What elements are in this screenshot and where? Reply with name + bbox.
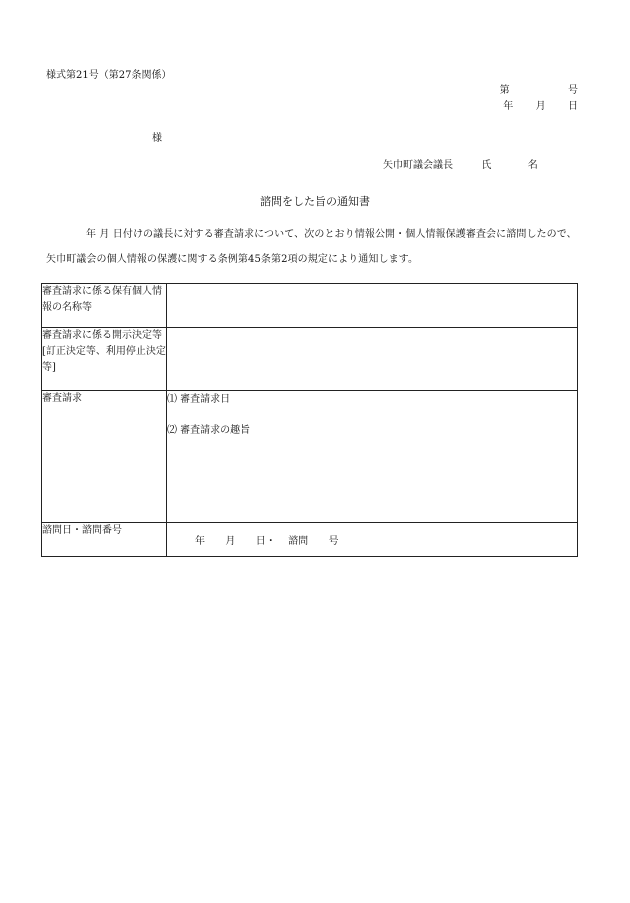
consult-month: 月 bbox=[225, 536, 236, 547]
form-number-label: 様式第21号（第27条関係） bbox=[46, 70, 172, 81]
document-number-line bbox=[500, 81, 578, 96]
document-title: 諮問をした旨の通知書 bbox=[260, 195, 370, 208]
row-label-disclosure-decision: 審査請求に係る開示決定等[訂正決定等、利用停止決定等] bbox=[42, 328, 167, 391]
sender-line bbox=[383, 156, 538, 171]
row-value-consultation bbox=[167, 523, 578, 557]
number-prefix: 第 bbox=[499, 85, 510, 96]
sender-title: 矢巾町議会議長 bbox=[383, 160, 453, 171]
consult-day: 日・ bbox=[255, 536, 276, 547]
number-suffix: 号 bbox=[568, 85, 578, 96]
row-value-disclosure-decision bbox=[167, 328, 578, 391]
addressee-suffix: 様 bbox=[152, 133, 162, 144]
details-table bbox=[41, 283, 578, 557]
sender-name-part-1: 氏 bbox=[481, 160, 492, 171]
review-request-purpose-item: ⑵ 審査請求の趣旨 bbox=[167, 425, 251, 436]
row-label-consultation: 諮問日・諮問番号 bbox=[42, 523, 167, 557]
consult-year: 年 bbox=[195, 536, 205, 547]
consult-label: 諮問 bbox=[288, 536, 309, 547]
sender-name-part-2: 名 bbox=[527, 160, 538, 171]
row-label-personal-info: 審査請求に係る保有個人情報の名称等 bbox=[42, 284, 167, 328]
date-month: 月 bbox=[535, 101, 546, 112]
document-date-line bbox=[503, 97, 578, 112]
table-row bbox=[42, 284, 578, 328]
review-request-date-item: ⑴ 審査請求日 bbox=[167, 394, 231, 405]
row-label-review-request: 審査請求 bbox=[42, 391, 167, 523]
date-day: 日 bbox=[568, 101, 578, 112]
date-year: 年 bbox=[503, 101, 514, 112]
row-value-review-request bbox=[167, 391, 578, 523]
table-row bbox=[42, 328, 578, 391]
table-row bbox=[42, 391, 578, 523]
consult-number-suffix: 号 bbox=[328, 536, 339, 547]
row-value-personal-info bbox=[167, 284, 578, 328]
table-row bbox=[42, 523, 578, 557]
body-paragraph: 年 月 日付けの議長に対する審査請求について、次のとおり情報公開・個人情報保護審査会に諮問したので、矢巾町議会の個人情報の保護に関する条例第45条第2項の規定により通知します。 bbox=[46, 229, 577, 265]
